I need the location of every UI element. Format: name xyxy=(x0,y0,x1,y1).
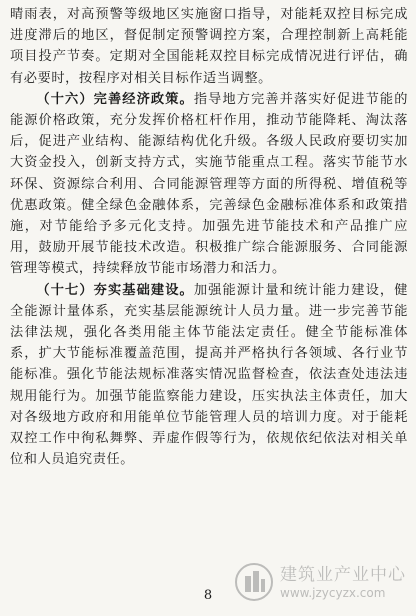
paragraph-section-17 xyxy=(10,280,408,471)
paragraph-body: 晴雨表，对高预警等级地区实施窗口指导，对能耗双控目标完成进度滞后的地区，督促制定预警调控方案，合理控制新上高耗能项目投产节奏。定期对全国能耗双控目标完成情况进行评估，确有必要时，按程序对相关目标作适当调整。 xyxy=(10,7,408,86)
paragraph-body: 加强能源计量和统计能力建设，健全能源计量体系，充实基层能源统计人员力量。进一步完善节能法律法规，强化各类用能主体节能法定责任。健全节能标准体系，扩大节能标准覆盖范围，提高并严格执行各领域、各行业节能标准。强化节能法规标准落实情况监督检查，依法查处违法违规用能行为。加强节能监察能力建设，压实执法主体责任，加大对各级地方政府和用能单位节能管理人员的培训力度。对于能耗双控工作中徇私舞弊、弄虚作假等行为，依规依纪依法对相关单位和人员追究责任。 xyxy=(10,282,408,468)
section-heading-17: （十七）夯实基础建设。 xyxy=(36,282,194,298)
paragraph-body: 指导地方完善并落实好促进节能的能源价格政策，充分发挥价格杠杆作用，推动节能降耗、淘汰落后，促进产业结构、能源结构优化升级。各级人民政府要切实加大资金投入，创新支持方式，实施节能重点工程。落实节能节水环保、资源综合利用、合同能源管理等方面的所得税、增值税等优惠政策。健全绿色金融体系，完善绿色金融标准体系和政策措施，对节能给予多元化支持。加强先进节能技术和产品推广应用，鼓励开展节能技术改造。积极推广综合能源服务、合同能源管理等模式，持续释放节能市场潜力和活力。 xyxy=(10,91,408,277)
section-heading-16: （十六）完善经济政策。 xyxy=(36,91,194,107)
watermark xyxy=(234,560,412,610)
page-number: 8 xyxy=(203,588,213,603)
watermark-url: www.jzycyzx.com xyxy=(280,586,386,600)
body-text xyxy=(10,4,408,470)
building-logo-icon xyxy=(234,562,274,602)
paragraph-continuation xyxy=(10,4,408,89)
watermark-title: 建筑业产业中心 xyxy=(280,565,406,585)
paragraph-section-16 xyxy=(10,89,408,280)
